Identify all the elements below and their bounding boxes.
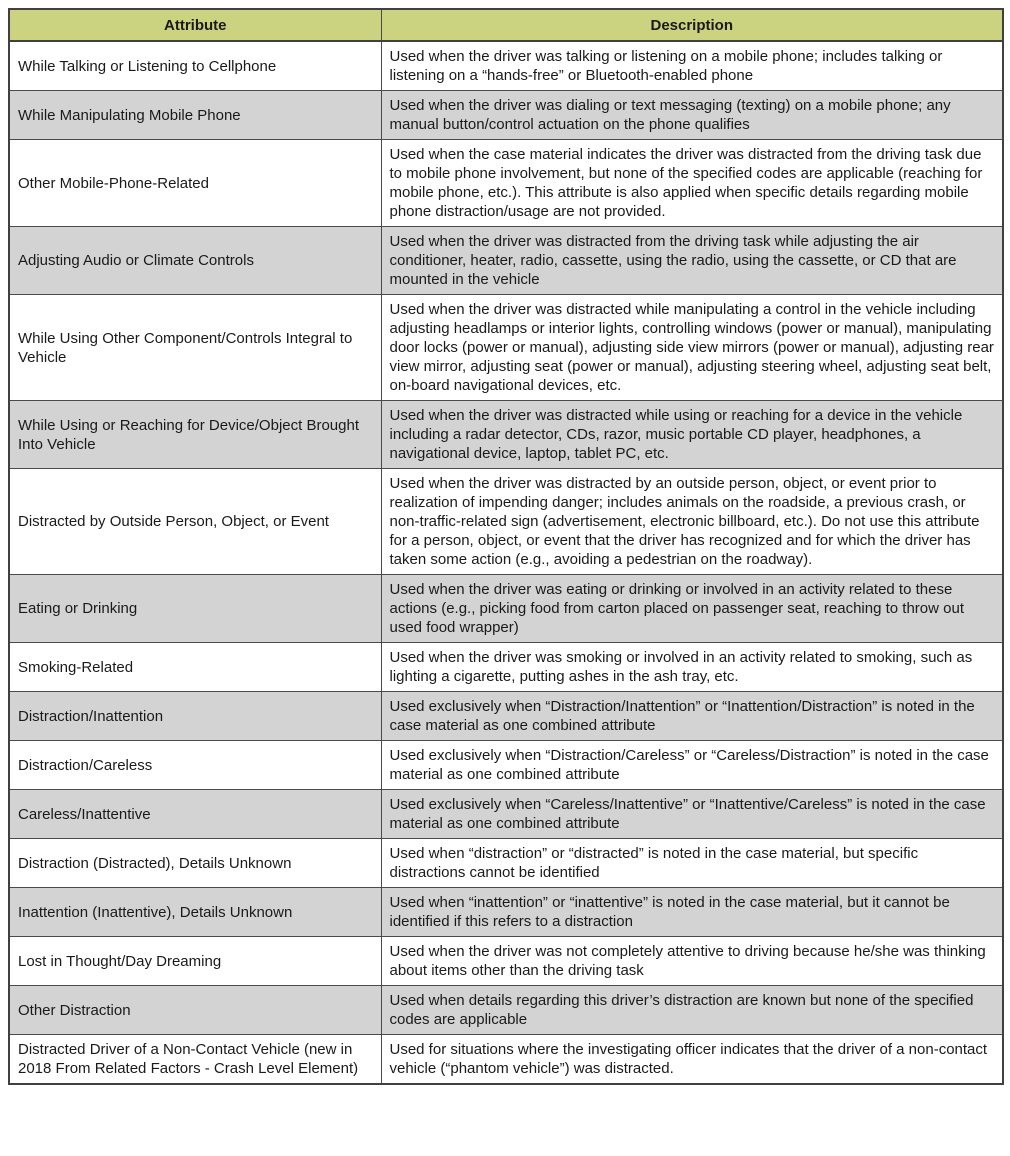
description-cell: Used for situations where the investigating officer indicates that the driver of a non-contact vehicle (“phantom vehicle”) was distracted.: [381, 1035, 1003, 1085]
attribute-cell: Careless/Inattentive: [9, 790, 381, 839]
description-cell: Used exclusively when “Careless/Inattentive” or “Inattentive/Careless” is noted in the case material as one combined attribute: [381, 790, 1003, 839]
attribute-cell: Distraction/Inattention: [9, 692, 381, 741]
table-row: [9, 91, 1003, 140]
column-header-attribute: Attribute: [9, 9, 381, 41]
table-row: [9, 839, 1003, 888]
table-row: [9, 790, 1003, 839]
attribute-cell: Lost in Thought/Day Dreaming: [9, 937, 381, 986]
description-cell: Used when the driver was distracted while manipulating a control in the vehicle including adjusting headlamps or interior lights, controlling windows (power or manual), manipulating door locks (power or manual), adjusting side view mirrors (power or manual), adjusting rear view mirror, adjusting seat (power or manual), adjusting steering wheel, adjusting seat belt, on-board navigational devices, etc.: [381, 295, 1003, 401]
table-row: [9, 937, 1003, 986]
table-header: [9, 9, 1003, 41]
attribute-description-table: [8, 8, 1004, 1085]
table-row: [9, 741, 1003, 790]
attribute-cell: Eating or Drinking: [9, 575, 381, 643]
table-row: [9, 227, 1003, 295]
header-row: [9, 9, 1003, 41]
description-cell: Used when “distraction” or “distracted” is noted in the case material, but specific distractions cannot be identified: [381, 839, 1003, 888]
attribute-cell: Other Distraction: [9, 986, 381, 1035]
description-cell: Used when the driver was dialing or text messaging (texting) on a mobile phone; any manual button/control actuation on the phone qualifies: [381, 91, 1003, 140]
table-row: [9, 140, 1003, 227]
description-cell: Used when the driver was distracted from the driving task while adjusting the air conditioner, heater, radio, cassette, using the radio, using the cassette, or CD that are mounted in the vehicle: [381, 227, 1003, 295]
attribute-cell: While Using or Reaching for Device/Object Brought Into Vehicle: [9, 401, 381, 469]
table-row: [9, 295, 1003, 401]
attribute-cell: Distracted by Outside Person, Object, or Event: [9, 469, 381, 575]
table-row: [9, 888, 1003, 937]
column-header-description: Description: [381, 9, 1003, 41]
description-cell: Used when the driver was distracted while using or reaching for a device in the vehicle including a radar detector, CDs, razor, music portable CD player, headphones, a navigational device, laptop, tablet PC, etc.: [381, 401, 1003, 469]
attribute-cell: Adjusting Audio or Climate Controls: [9, 227, 381, 295]
description-cell: Used when the case material indicates the driver was distracted from the driving task due to mobile phone involvement, but none of the specified codes are applicable (reaching for mobile phone, etc.). This attribute is also applied when specific details regarding mobile phone distraction/usage are not provided.: [381, 140, 1003, 227]
attribute-cell: Smoking-Related: [9, 643, 381, 692]
attribute-cell: Distraction/Careless: [9, 741, 381, 790]
table-row: [9, 575, 1003, 643]
attribute-cell: Inattention (Inattentive), Details Unknown: [9, 888, 381, 937]
table-row: [9, 469, 1003, 575]
description-cell: Used when the driver was smoking or involved in an activity related to smoking, such as lighting a cigarette, putting ashes in the ash tray, etc.: [381, 643, 1003, 692]
attribute-cell: While Using Other Component/Controls Integral to Vehicle: [9, 295, 381, 401]
description-cell: Used when “inattention” or “inattentive” is noted in the case material, but it cannot be identified if this refers to a distraction: [381, 888, 1003, 937]
table-row: [9, 692, 1003, 741]
description-cell: Used when the driver was not completely attentive to driving because he/she was thinking about items other than the driving task: [381, 937, 1003, 986]
description-cell: Used when the driver was distracted by an outside person, object, or event prior to realization of impending danger; includes animals on the roadside, a previous crash, or non-traffic-related sign (advertisement, electronic billboard, etc.). Do not use this attribute for a person, object, or event that the driver has recognized and for which the driver has taken some action (e.g., avoiding a pedestrian on the roadway).: [381, 469, 1003, 575]
attribute-cell: While Talking or Listening to Cellphone: [9, 41, 381, 91]
table-row: [9, 41, 1003, 91]
table-row: [9, 1035, 1003, 1085]
description-cell: Used when details regarding this driver’s distraction are known but none of the specified codes are applicable: [381, 986, 1003, 1035]
table-row: [9, 986, 1003, 1035]
attribute-cell: Distraction (Distracted), Details Unknown: [9, 839, 381, 888]
attribute-cell: While Manipulating Mobile Phone: [9, 91, 381, 140]
description-cell: Used when the driver was talking or listening on a mobile phone; includes talking or listening on a “hands-free” or Bluetooth-enabled phone: [381, 41, 1003, 91]
table-body: [9, 41, 1003, 1084]
description-cell: Used when the driver was eating or drinking or involved in an activity related to these actions (e.g., picking food from carton placed on passenger seat, reaching to throw out used food wrapper): [381, 575, 1003, 643]
table-row: [9, 643, 1003, 692]
table-row: [9, 401, 1003, 469]
attribute-cell: Other Mobile-Phone-Related: [9, 140, 381, 227]
description-cell: Used exclusively when “Distraction/Inattention” or “Inattention/Distraction” is noted in the case material as one combined attribute: [381, 692, 1003, 741]
description-cell: Used exclusively when “Distraction/Careless” or “Careless/Distraction” is noted in the case material as one combined attribute: [381, 741, 1003, 790]
attribute-cell: Distracted Driver of a Non-Contact Vehicle (new in 2018 From Related Factors - Crash Level Element): [9, 1035, 381, 1085]
